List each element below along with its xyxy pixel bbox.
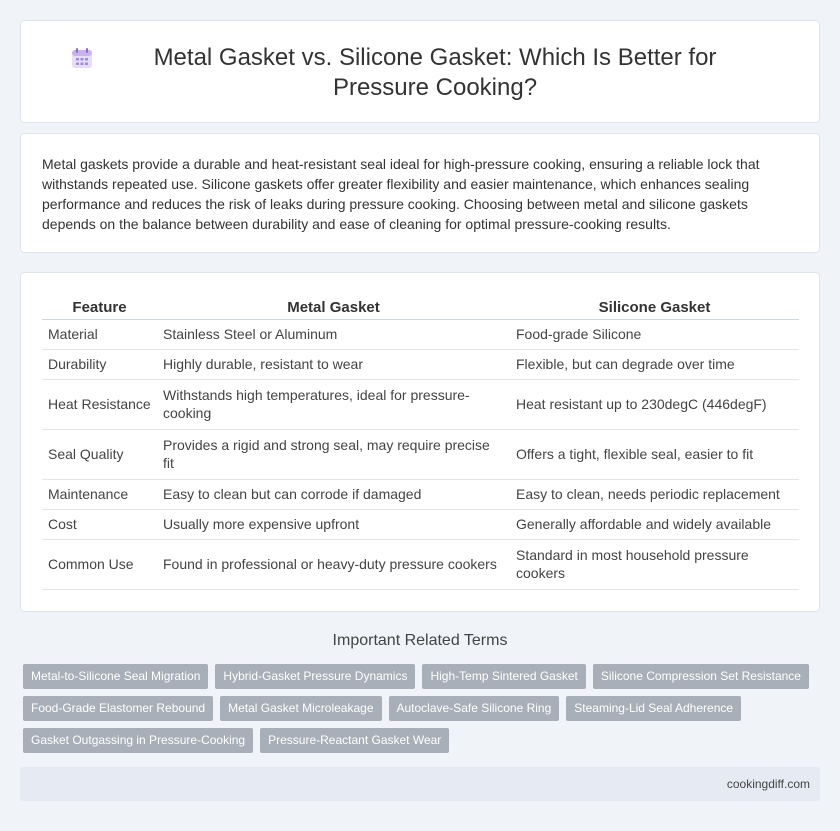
metal-cell: Easy to clean but can corrode if damaged xyxy=(157,479,510,509)
silicone-cell: Heat resistant up to 230degC (446degF) xyxy=(510,379,799,429)
feature-cell: Heat Resistance xyxy=(42,379,157,429)
silicone-cell: Easy to clean, needs periodic replacement xyxy=(510,479,799,509)
comparison-table xyxy=(42,295,799,590)
feature-cell: Seal Quality xyxy=(42,429,157,479)
feature-cell: Cost xyxy=(42,509,157,539)
intro-card xyxy=(20,133,820,253)
header-silicone-gasket: Silicone Gasket xyxy=(510,295,799,319)
metal-cell: Provides a rigid and strong seal, may require precise fit xyxy=(157,429,510,479)
table-header-row xyxy=(42,295,799,319)
related-term-tag[interactable]: Metal Gasket Microleakage xyxy=(220,696,381,721)
silicone-cell: Food-grade Silicone xyxy=(510,319,799,349)
feature-cell: Material xyxy=(42,319,157,349)
related-term-tag[interactable]: Silicone Compression Set Resistance xyxy=(593,664,809,689)
silicone-cell: Standard in most household pressure cookers xyxy=(510,539,799,589)
related-term-tag[interactable]: Gasket Outgassing in Pressure-Cooking xyxy=(23,728,253,753)
feature-cell: Durability xyxy=(42,349,157,379)
table-row xyxy=(42,319,799,349)
feature-cell: Common Use xyxy=(42,539,157,589)
table-row xyxy=(42,429,799,479)
related-term-tag[interactable]: Pressure-Reactant Gasket Wear xyxy=(260,728,449,753)
table-row xyxy=(42,479,799,509)
table-row xyxy=(42,349,799,379)
table-row xyxy=(42,379,799,429)
related-term-tag[interactable]: Hybrid-Gasket Pressure Dynamics xyxy=(215,664,415,689)
metal-cell: Usually more expensive upfront xyxy=(157,509,510,539)
related-term-tag[interactable]: Steaming-Lid Seal Adherence xyxy=(566,696,741,721)
silicone-cell: Flexible, but can degrade over time xyxy=(510,349,799,379)
related-term-tag[interactable]: High-Temp Sintered Gasket xyxy=(422,664,585,689)
metal-cell: Highly durable, resistant to wear xyxy=(157,349,510,379)
header-metal-gasket: Metal Gasket xyxy=(157,295,510,319)
table-row xyxy=(42,509,799,539)
footer-site-link[interactable]: cookingdiff.com xyxy=(726,777,810,791)
related-terms-title: Important Related Terms xyxy=(332,632,508,649)
silicone-cell: Offers a tight, flexible seal, easier to fit xyxy=(510,429,799,479)
header-card xyxy=(20,20,820,123)
footer xyxy=(20,767,820,801)
intro-paragraph: Metal gaskets provide a durable and heat-resistant seal ideal for high-pressure cooking, ensuring a reliable lock that withstands repeated use. Silicone gaskets offer greater flexibility and easier maintenance, which enhances sealing performance and reduces the risk of leaks during pressure cooking. Choosing between metal and silicone gaskets depends on the balance between durability and ease of cleaning for optimal pressure-cooking results. xyxy=(42,156,760,232)
related-term-tag[interactable]: Metal-to-Silicone Seal Migration xyxy=(23,664,208,689)
silicone-cell: Generally affordable and widely available xyxy=(510,509,799,539)
table-row xyxy=(42,539,799,589)
feature-cell: Maintenance xyxy=(42,479,157,509)
comparison-card xyxy=(20,272,820,612)
header-feature: Feature xyxy=(42,295,157,319)
metal-cell: Found in professional or heavy-duty pressure cookers xyxy=(157,539,510,589)
related-term-tag[interactable]: Food-Grade Elastomer Rebound xyxy=(23,696,213,721)
related-terms-list xyxy=(23,664,813,753)
metal-cell: Stainless Steel or Aluminum xyxy=(157,319,510,349)
related-term-tag[interactable]: Autoclave-Safe Silicone Ring xyxy=(389,696,560,721)
metal-cell: Withstands high temperatures, ideal for pressure-cooking xyxy=(157,379,510,429)
page-title: Metal Gasket vs. Silicone Gasket: Which Is Better for Pressure Cooking? xyxy=(153,44,717,101)
